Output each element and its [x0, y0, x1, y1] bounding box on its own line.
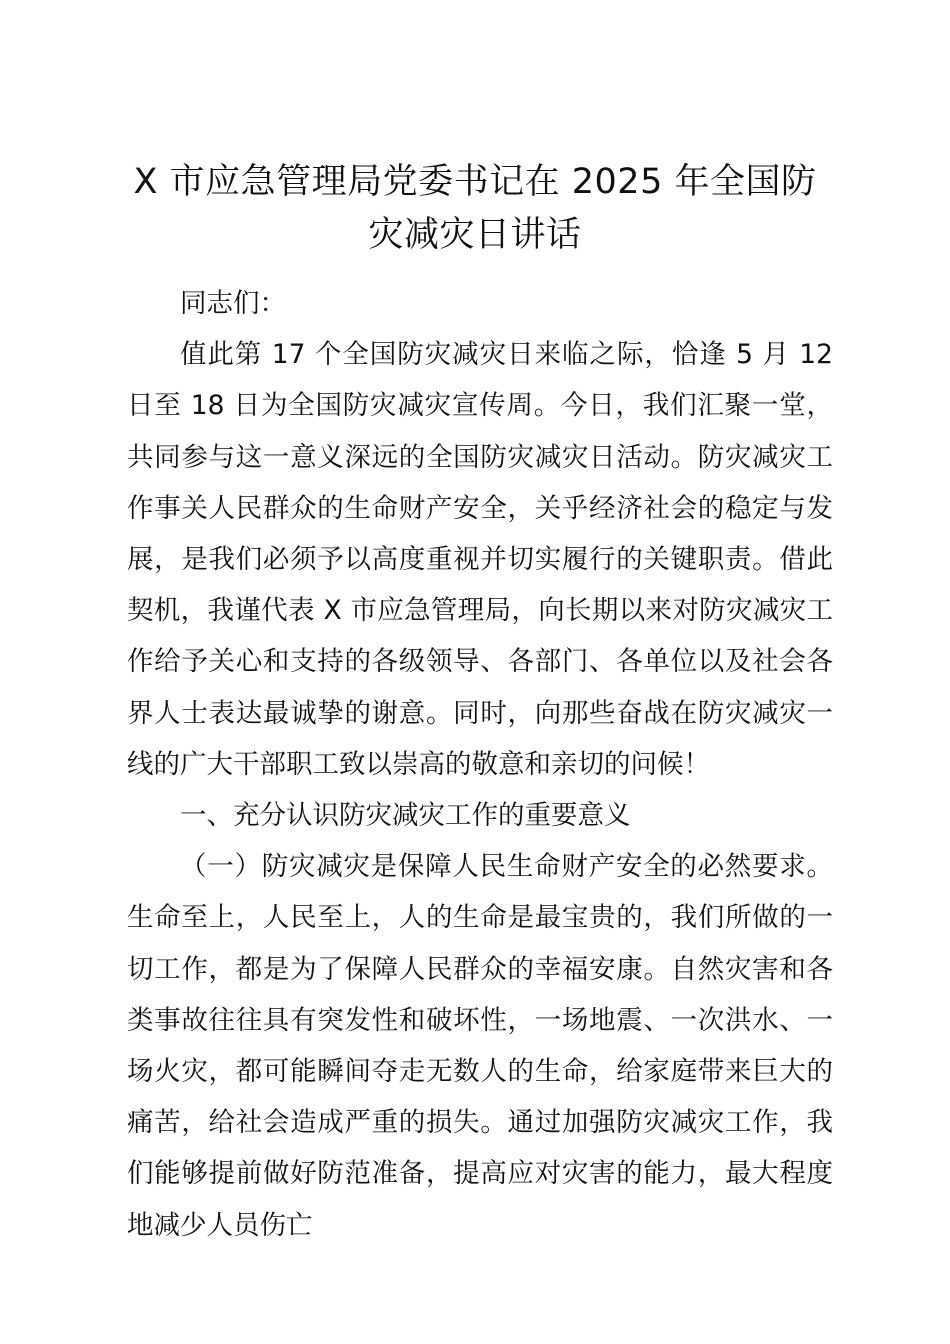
paragraph-subsection-1: （一）防灾减灾是保障人民生命财产安全的必然要求。生命至上，人民至上，人的生命是最宝贵的，我们所做的一切工作，都是为了保障人民群众的幸福安康。自然灾害和各类事故往往具有突发性和破坏性，一场地震、一次洪水、一场火灾，都可能瞬间夺走无数人的生命，给家庭带来巨大的痛苦，给社会造成严重的损失。通过加强防灾减灾工作，我们能够提前做好防范准备，提高应对灾害的能力，最大程度地减少人员伤亡 — [127, 851, 833, 1241]
paragraph-intro: 值此第 17 个全国防灾减灾日来临之际，恰逢 5 月 12 日至 18 日为全国防灾减灾宣传周。今日，我们汇聚一堂，共同参与这一意义深远的全国防灾减灾日活动。防灾减灾工作事关人民群众的生命财产安全，关乎经济社会的稳定与发展，是我们必须予以高度重视并切实履行的关键职责。借此契机，我谨代表 X 市应急管理局，向长期以来对防灾减灾工作给予关心和支持的各级领导、各部门、各单位以及社会各界人士表达最诚挚的谢意。同时，向那些奋战在防灾减灾一线的广大干部职工致以崇高的敬意和亲切的问候！ — [127, 339, 833, 780]
section-heading: 一、充分认识防灾减灾工作的重要意义 — [180, 800, 631, 832]
salutation: 同志们： — [180, 288, 286, 319]
document-body — [127, 278, 833, 1251]
document-title: X 市应急管理局党委书记在 2025 年全国防灾减灾日讲话 — [133, 162, 817, 255]
